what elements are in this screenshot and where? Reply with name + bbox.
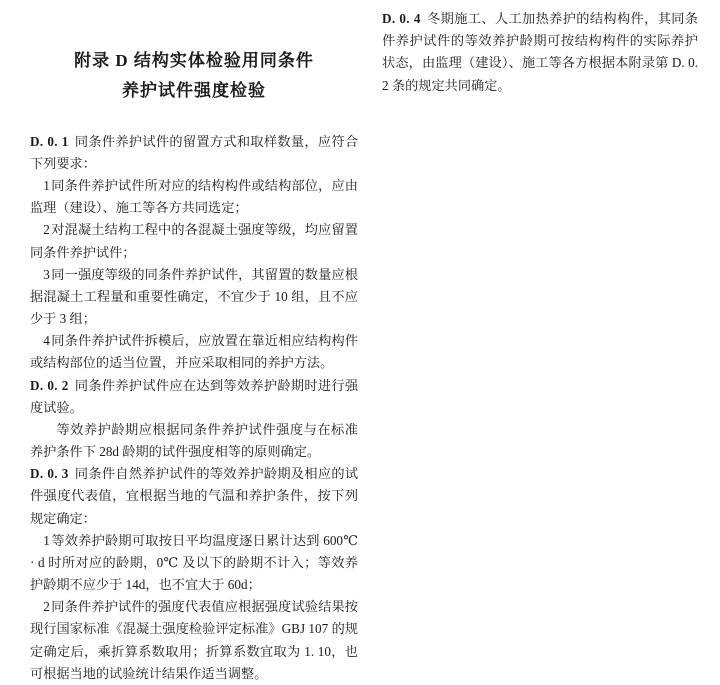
paragraph-d-0-3-item-2 xyxy=(30,596,358,685)
clause-text: 冬期施工、人工加热养护的结构构件，其同条件养护试件的等效养护龄期可按结构构件的实际养护状态，由监理（建设）、施工等各方根据本附录第 D. 0. 2 条的规定共同确定。 xyxy=(382,11,699,93)
clause-number: D. 0. 2 xyxy=(30,377,69,393)
paragraph-d-0-1-item-4 xyxy=(30,330,358,374)
paragraph-d-0-1-item-2 xyxy=(30,219,358,263)
paragraph-d-0-2-note: 等效养护龄期应根据同条件养护试件强度与在标准养护条件下 28d 龄期的试件强度相等的原则确定。 xyxy=(30,421,358,460)
item-number: 1 xyxy=(43,532,50,548)
clause-number: D. 0. 1 xyxy=(30,133,69,149)
paragraph-d-0-1-item-1 xyxy=(30,175,358,219)
paragraph-d-0-3 xyxy=(30,463,358,530)
right-column-body xyxy=(382,8,698,97)
left-column-body xyxy=(30,131,358,685)
right-column xyxy=(376,0,720,97)
clause-number: D. 0. 4 xyxy=(382,11,421,26)
page-title-line2: 养护试件强度检验 xyxy=(122,81,266,101)
paragraph-d-0-2 xyxy=(30,375,358,419)
item-text: 等效养护龄期可取按日平均温度逐日累计达到 600℃ · d 时所对应的龄期，0℃ 及以下的龄期不计入；等效养护龄期不应少于 14d，也不宜大于 60d； xyxy=(30,532,358,593)
item-number: 3 xyxy=(43,266,50,282)
page-title-line1: 附录 D 结构实体检验用同条件 xyxy=(74,51,314,70)
paragraph-d-0-1 xyxy=(30,131,358,175)
clause-text: 同条件自然养护试件的等效养护龄期及相应的试件强度代表值，宜根据当地的气温和养护条件，按下列规定确定： xyxy=(30,466,359,526)
clause-number: D. 0. 3 xyxy=(30,466,69,482)
clause-text: 同条件养护试件应在达到等效养护龄期时进行强度试验。 xyxy=(30,377,359,415)
paragraph-d-0-3-item-1 xyxy=(30,530,358,597)
item-text: 同条件养护试件所对应的结构构件或结构部位，应由监理（建设）、施工等各方共同选定； xyxy=(30,178,358,216)
paragraph-d-0-4 xyxy=(382,8,698,97)
item-text: 同条件养护试件的强度代表值应根据强度试验结果按现行国家标准《混凝土强度检验评定标准》GBJ 107 的规定确定后，乘折算系数取用；折算系数宜取为 1. 10，也可根据当地的试验统计结果作适当调整。 xyxy=(30,599,358,681)
item-number: 2 xyxy=(43,222,50,238)
item-text: 同一强度等级的同条件养护试件，其留置的数量应根据混凝土工程量和重要性确定，不宜少于 10 组，且不应少于 3 组； xyxy=(30,266,358,327)
item-text: 对混凝土结构工程中的各混凝土强度等级，均应留置同条件养护试件； xyxy=(30,222,358,260)
clause-text: 同条件养护试件的留置方式和取样数量，应符合下列要求： xyxy=(30,133,359,171)
item-number: 2 xyxy=(43,599,50,615)
paragraph-d-0-1-item-3 xyxy=(30,264,358,331)
item-number: 4 xyxy=(43,333,50,349)
page-title xyxy=(30,48,358,105)
item-text: 同条件养护试件拆模后，应放置在靠近相应结构构件或结构部位的适当位置，并应采取相同的养护方法。 xyxy=(30,333,358,371)
item-number: 1 xyxy=(43,178,50,194)
